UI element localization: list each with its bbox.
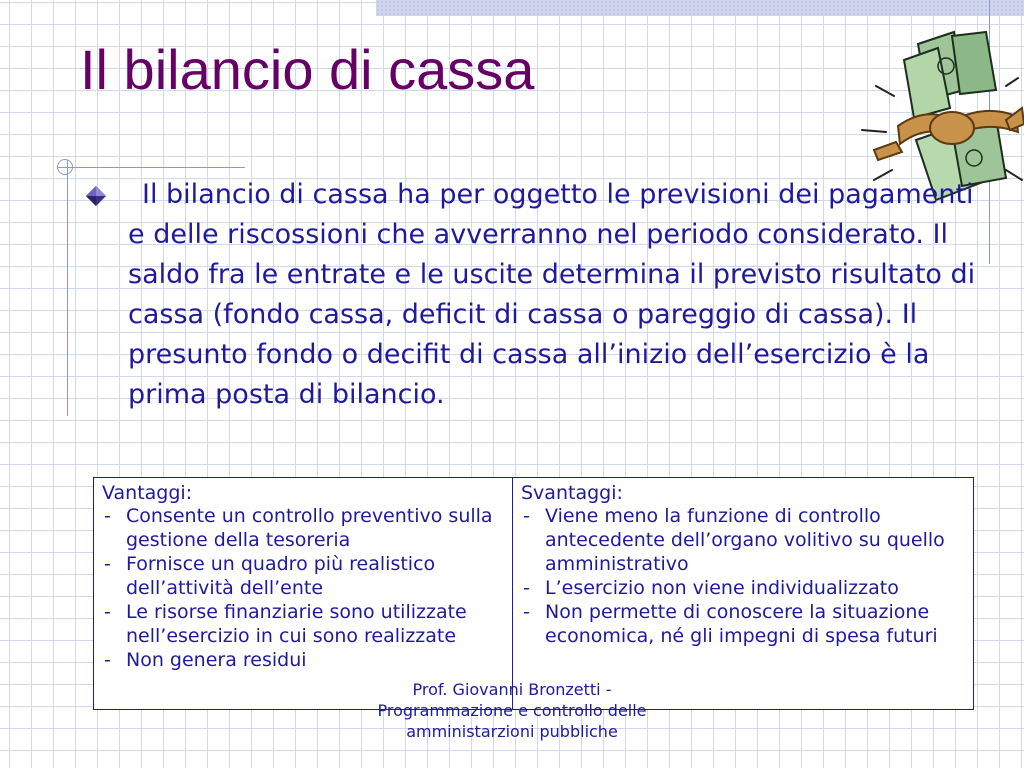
advantages-heading: Vantaggi: (102, 482, 193, 504)
rule-junction-circle (57, 159, 73, 175)
vertical-rule (67, 160, 68, 416)
advantage-item: - Le risorse finanziarie sono utilizzate nell’esercizio in cui sono realizzate (102, 600, 512, 648)
footer-line: amministarzioni pubbliche (406, 722, 618, 741)
advantage-item: - Non genera residui (102, 648, 512, 672)
slide-footer (352, 679, 672, 742)
advantage-item: - Fornisce un quadro più realistico dell’attività dell’ente (102, 552, 512, 600)
disadvantages-heading: Svantaggi: (521, 482, 623, 504)
disadvantage-item: - Non permette di conoscere la situazione economica, né gli impegni di spesa futuri (521, 600, 973, 648)
disadvantages-list (521, 504, 973, 648)
slide-title: Il bilancio di cassa (80, 38, 535, 101)
disadvantages-column (513, 478, 973, 709)
footer-line: Prof. Giovanni Bronzetti - (412, 680, 612, 699)
diamond-bullet-icon (85, 185, 107, 207)
advantage-item: - Consente un controllo preventivo sulla gestione della tesoreria (102, 504, 512, 552)
advantages-column (94, 478, 513, 709)
slide-body-paragraph: Il bilancio di cassa ha per oggetto le previsioni dei pagamenti e delle riscossioni che avverranno nel periodo considerato. Il saldo fra le entrate e le uscite determina il previsto risultato di cassa (fondo cassa, deficit di cassa o pareggio di cassa). Il presunto fondo o decifit di cassa all’inizio dell’esercizio è la prima posta di bilancio. (128, 179, 976, 410)
advantages-list (102, 504, 512, 672)
pros-cons-table (93, 477, 974, 710)
horizontal-rule (57, 167, 245, 168)
disadvantage-item: - L’esercizio non viene individualizzato (521, 576, 973, 600)
top-decor-band (376, 0, 1024, 16)
disadvantage-item: - Viene meno la funzione di controllo antecedente dell’organo volitivo su quello amministrativo (521, 504, 973, 576)
footer-line: Programmazione e controllo delle (377, 701, 647, 720)
